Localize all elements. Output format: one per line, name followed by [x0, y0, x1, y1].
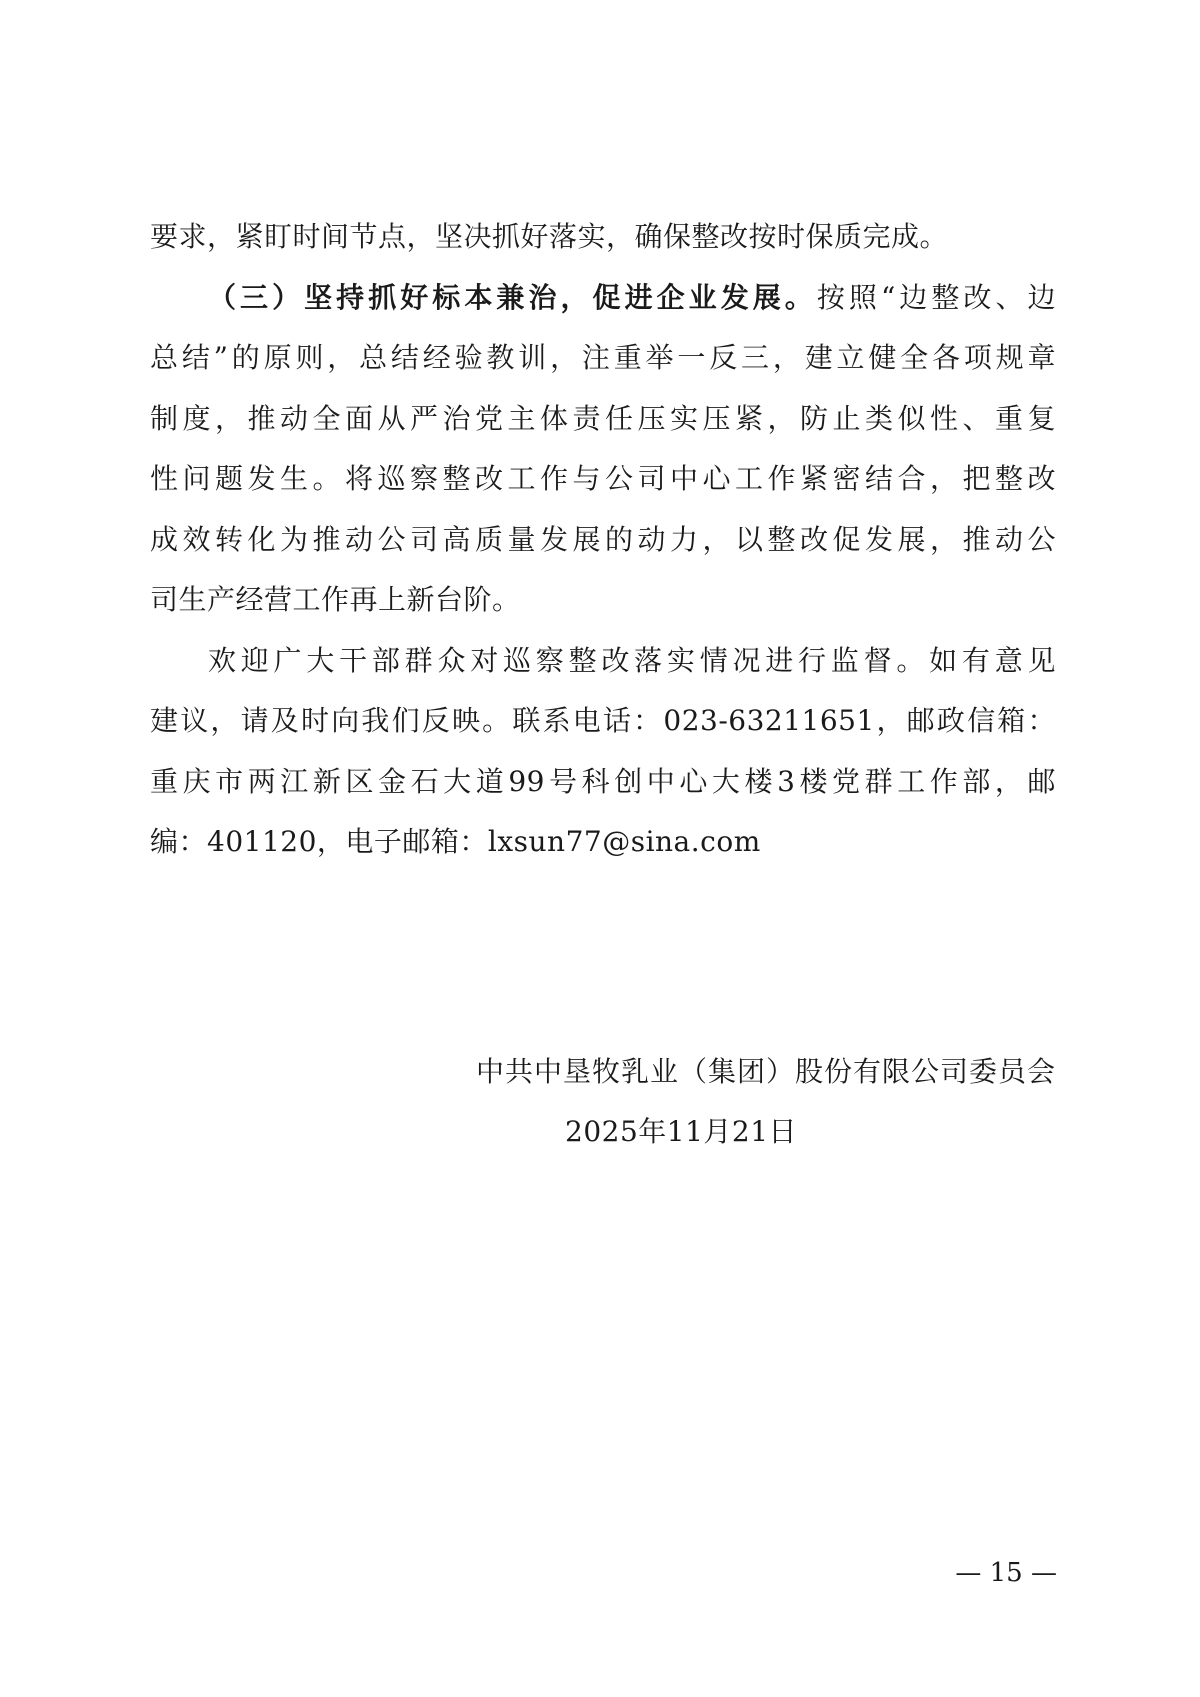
paragraph-2-line-1-rest: 按照“边整改、边 — [816, 280, 1056, 314]
paragraph-1-line-1: 要求，紧盯时间节点，坚决抓好落实，确保整改按时保质完成。 — [150, 220, 949, 253]
paragraph-3-line-2: 建议，请及时向我们反映。联系电话：023-63211651，邮政信箱： — [150, 704, 1056, 737]
signature-organization: 中共中垦牧乳业（集团）股份有限公司委员会 — [475, 1055, 1056, 1088]
paragraph-3-line-3: 重庆市两江新区金石大道99号科创中心大楼3楼党群工作部，邮 — [150, 764, 1056, 798]
body-text — [150, 207, 1056, 873]
paragraph-2-line-6: 司生产经营工作再上新台阶。 — [150, 583, 521, 616]
paragraph-2-line-1 — [150, 268, 1056, 329]
signature-date: 2025年11月21日 — [565, 1115, 798, 1148]
paragraph-2-line-4: 性问题发生。将巡察整改工作与公司中心工作紧密结合，把整改 — [150, 462, 1056, 495]
paragraph-2-line-3: 制度，推动全面从严治党主体责任压实压紧，防止类似性、重复 — [150, 401, 1056, 435]
paragraph-2-line-2: 总结”的原则，总结经验教训，注重举一反三，建立健全各项规章 — [150, 341, 1056, 374]
page-number: — 15 — — [955, 1558, 1057, 1588]
paragraph-2-line-5: 成效转化为推动公司高质量发展的动力，以整改促发展，推动公 — [150, 522, 1056, 556]
paragraph-3-line-1: 欢迎广大干部群众对巡察整改落实情况进行监督。如有意见 — [208, 643, 1056, 677]
paragraph-3-line-4: 编：401120，电子邮箱：lxsun77@sina.com — [150, 825, 761, 858]
section-heading: （三）坚持抓好标本兼治，促进企业发展。 — [208, 280, 817, 314]
